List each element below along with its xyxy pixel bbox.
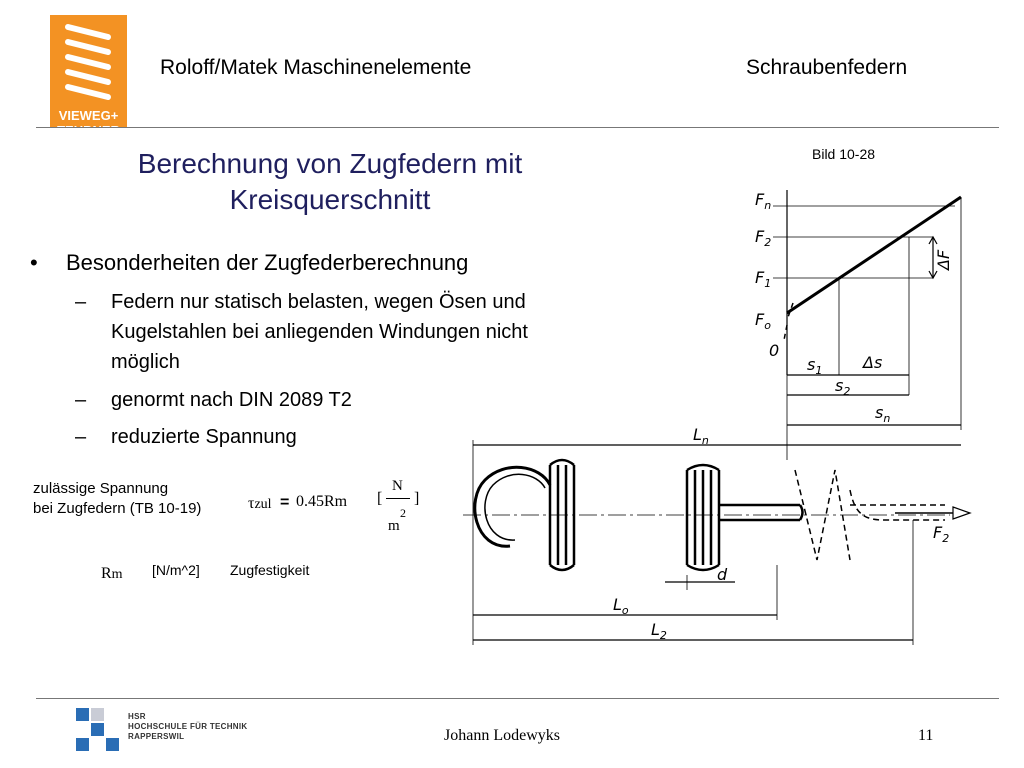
label-delta-s: Δs bbox=[863, 353, 883, 372]
bullet-dot-icon: • bbox=[30, 250, 38, 275]
sub-item-text: Federn nur statisch belasten, wegen Ösen und Kugelstahlen bei anliegenden Windungen nicht möglich bbox=[111, 291, 528, 373]
legend-symbol bbox=[101, 565, 123, 583]
hsr-line1: HSR bbox=[128, 712, 146, 721]
formula-label-line1: zulässige Spannung bbox=[33, 480, 169, 497]
footer-author: Johann Lodewyks bbox=[444, 727, 560, 744]
spring-left-hook bbox=[475, 467, 550, 546]
hsr-name bbox=[128, 712, 248, 742]
label-f1: $F_1$ bbox=[755, 268, 772, 290]
slide-title-line2: Kreisquerschnitt bbox=[229, 184, 431, 215]
spring-left-hook-inner bbox=[485, 474, 545, 540]
label-ln: $L_n$ bbox=[693, 425, 709, 447]
footer-divider bbox=[36, 698, 999, 699]
hsr-line3: RAPPERSWIL bbox=[128, 732, 185, 741]
label-f2: $F_2$ bbox=[755, 227, 772, 249]
formula-label-line2: bei Zugfedern (TB 10-19) bbox=[33, 500, 202, 517]
label-l0: $L_o$ bbox=[613, 595, 629, 617]
logo-line2: TEUBNER bbox=[57, 123, 120, 138]
label-s1: $s_1$ bbox=[807, 355, 823, 377]
vieweg-teubner-logo bbox=[50, 15, 127, 138]
unit-fraction-bar bbox=[386, 498, 410, 499]
label-f2-arrow: $F_2$ bbox=[933, 523, 950, 545]
legend-unit: [N/m^2] bbox=[152, 562, 200, 578]
label-s2: $s_2$ bbox=[835, 376, 851, 398]
header-book-title: Roloff/Matek Maschinenelemente bbox=[160, 56, 472, 79]
formula-tau bbox=[248, 495, 272, 513]
tau-symbol: τ bbox=[248, 495, 255, 512]
dash-icon: – bbox=[75, 389, 87, 411]
label-d: d bbox=[717, 565, 728, 584]
logo-line1: VIEWEG+ bbox=[58, 108, 119, 123]
spring-diagram bbox=[455, 170, 985, 660]
unit-numerator: N bbox=[392, 478, 403, 494]
sub-item-text: reduzierte Spannung bbox=[111, 426, 297, 448]
f2-arrowhead-icon bbox=[953, 507, 970, 519]
page-number: 11 bbox=[918, 727, 934, 744]
factor-subscript: m bbox=[334, 493, 348, 510]
label-l2: $L_2$ bbox=[651, 620, 667, 642]
hsr-logo-icon bbox=[76, 708, 120, 752]
figure-caption: Bild 10-28 bbox=[812, 146, 876, 162]
formula-factor bbox=[296, 493, 347, 511]
legend-symbol-sub: m bbox=[111, 567, 123, 582]
header-chapter: Schraubenfedern bbox=[746, 56, 908, 79]
tau-subscript: zul bbox=[254, 497, 272, 512]
spring-logo-icon bbox=[50, 15, 127, 107]
unit-exponent: 2 bbox=[400, 506, 406, 520]
unit-close-bracket: ] bbox=[414, 490, 420, 507]
hsr-line2: HOCHSCHULE FÜR TECHNIK bbox=[128, 722, 248, 731]
label-delta-f: ΔF bbox=[934, 249, 953, 270]
dash-icon: – bbox=[75, 426, 87, 448]
factor-text: 0.45R bbox=[296, 493, 335, 510]
dash-icon: – bbox=[75, 291, 87, 313]
label-f0: $F_o$ bbox=[755, 310, 771, 332]
header-divider bbox=[36, 127, 999, 128]
legend-description: Zugfestigkeit bbox=[230, 562, 310, 578]
spring-middle-coils bbox=[687, 465, 803, 570]
bullet-text: Besonderheiten der Zugfederberechnung bbox=[66, 250, 469, 275]
unit-denominator: m bbox=[388, 518, 400, 534]
sub-item-text: genormt nach DIN 2089 T2 bbox=[111, 389, 352, 411]
label-zero: 0 bbox=[769, 341, 780, 360]
slide-title-line1: Berechnung von Zugfedern mit bbox=[137, 148, 523, 179]
label-sn: $s_n$ bbox=[875, 403, 891, 425]
unit-open-bracket: [ bbox=[377, 490, 383, 507]
formula-equals: = bbox=[280, 494, 290, 511]
label-fn: $F_n$ bbox=[755, 190, 772, 212]
legend-symbol-main: R bbox=[101, 565, 112, 582]
